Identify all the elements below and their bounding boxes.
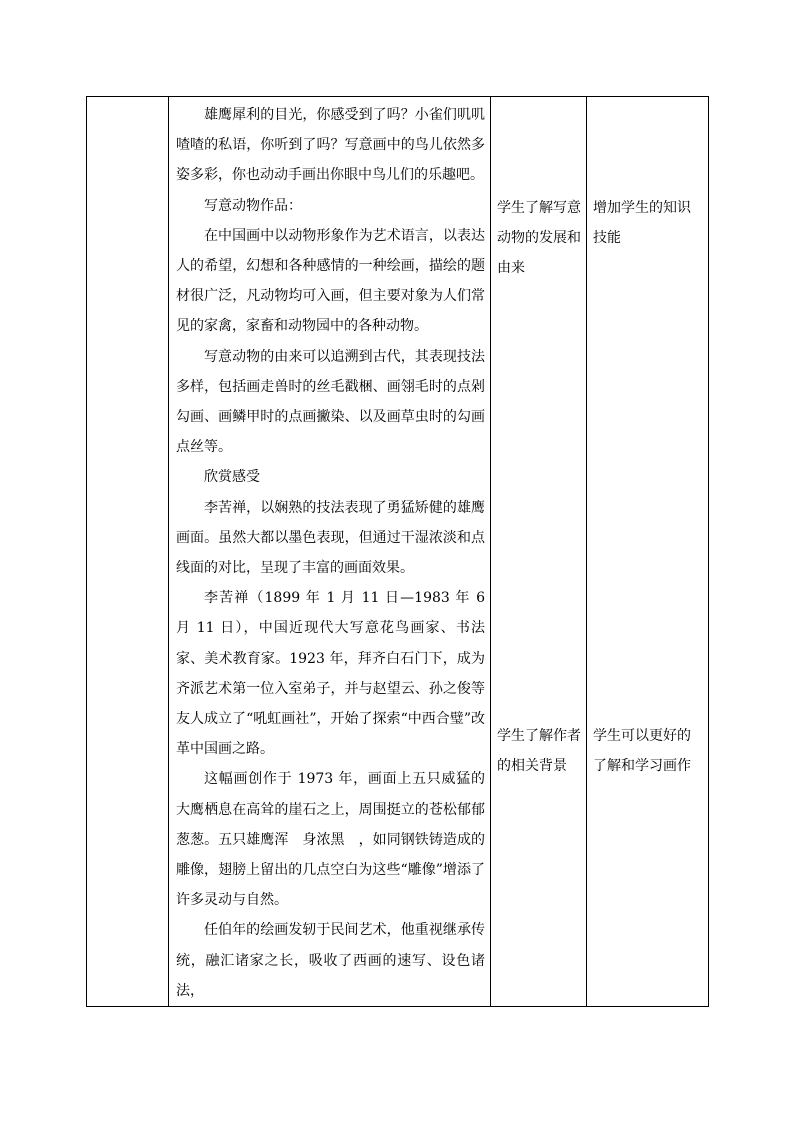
design-intent-note: 学生可以更好的了解和学习画作 (593, 728, 691, 775)
content-paragraph: 在中国画中以动物形象作为艺术语言，以表达人的希望，幻想和各种感情的一种绘画，描绘的题材很广泛，凡动物均可入画，但主要对象为人们常见的家禽，家畜和动物园中的各种动物。 (176, 227, 485, 335)
student-activity-note: 学生了解写意动物的发展和由来 (497, 200, 581, 277)
content-paragraph: 写意动物的由来可以追溯到古代，其表现技法多样，包括画走兽时的丝毛戳梱、画翎毛时的点剁勾画、画鳞甲时的点画撇染、以及画草虫时的勾画点丝等。 (176, 348, 485, 456)
stage-cell (87, 97, 169, 1007)
content-paragraph: 李苦禅（1899 年 1 月 11 日—1983 年 6 月 11 日），中国近现代大写意花鸟画家、书法家、美术教育家。1923 年，拜齐白石门下，成为齐派艺术第一位入室弟子，并与赵望云、孙之俊等友人成立了“吼虹画社”，开始了探索“中西合璧”改革中国画之路。 (176, 590, 485, 758)
content-paragraph: 写意动物作品： (204, 197, 302, 214)
content-paragraph: 雄鹰犀利的目光，你感受到了吗？小雀们叽叽喳喳的私语，你听到了吗？写意画中的鸟儿依然多姿多彩，你也动动手画出你眼中鸟儿们的乐趣吧。 (176, 107, 485, 184)
content-paragraph: 李苦禅，以娴熟的技法表现了勇猛矫健的雄鹰画面。虽然大都以墨色表现，但通过干湿浓淡和点线面的对比，呈现了丰富的画面效果。 (176, 499, 485, 577)
teaching-content-cell (169, 97, 491, 1007)
content-paragraph: 任伯年的绘画发轫于民间艺术，他重视继承传统，融汇诸家之长，吸收了西画的速写、设色诸法， (176, 922, 485, 999)
student-activity-note: 学生了解作者的相关背景 (497, 728, 581, 775)
table-row (87, 97, 709, 1007)
content-paragraph: 这幅画创作于 1973 年，画面上五只威猛的大鹰栖息在高耸的崖石之上，周围挺立的苍松郁郁葱葱。五只雄鹰浑 身浓黑 ，如同钢铁铸造成的雕像，翅膀上留出的几点空白为这些“雕像”增添了许多灵动与自然。 (176, 771, 485, 909)
content-paragraph: 欣赏感受 (204, 469, 260, 486)
design-intent-cell (587, 97, 709, 1007)
student-activity-cell (491, 97, 587, 1007)
lesson-plan-table (86, 96, 709, 1007)
design-intent-note: 增加学生的知识技能 (593, 200, 691, 247)
